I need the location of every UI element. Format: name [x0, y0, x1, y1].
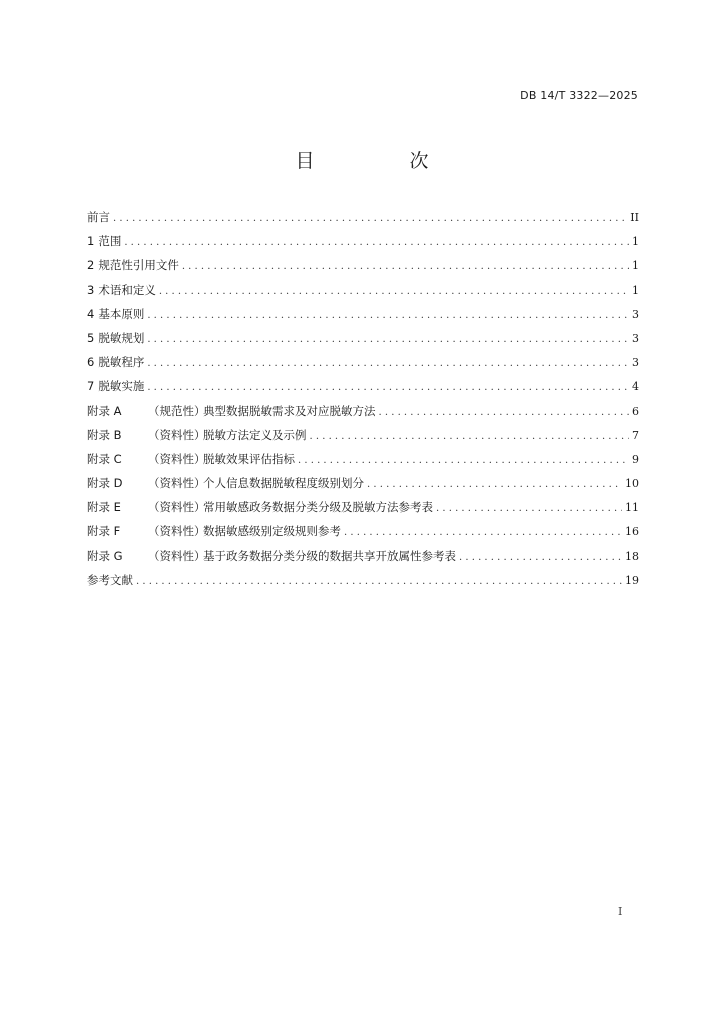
- toc-entry[interactable]: [87, 256, 639, 280]
- toc-entry[interactable]: [87, 281, 639, 305]
- toc-entry-number: 附录 C: [87, 451, 122, 466]
- toc-entry-page: 10: [625, 477, 639, 491]
- page-number: I: [618, 905, 623, 918]
- toc-entry-title: 脱敏方法定义及示例: [203, 427, 307, 442]
- toc-dot-leader: [182, 258, 629, 276]
- toc-entry-number: 1: [87, 234, 95, 249]
- toc-entry-annex-nature: （资料性）: [148, 427, 206, 442]
- toc-entry-number: 附录 D: [87, 476, 123, 491]
- toc-dot-leader: [147, 307, 629, 325]
- toc-entry-page: 18: [625, 549, 639, 563]
- toc-dot-leader: [147, 379, 629, 397]
- toc-entry-number: 附录 G: [87, 548, 123, 563]
- toc-entry-title: 脱敏程序: [98, 355, 145, 370]
- toc-entry[interactable]: [87, 474, 639, 498]
- toc-list: [87, 208, 639, 595]
- toc-title: 目 次: [295, 150, 467, 172]
- toc-entry[interactable]: [87, 353, 639, 377]
- toc-entry-title: 脱敏实施: [98, 379, 145, 394]
- toc-entry-page: 6: [632, 404, 639, 418]
- toc-entry[interactable]: [87, 450, 639, 474]
- toc-entry[interactable]: [87, 402, 639, 426]
- toc-dot-leader: [147, 331, 629, 349]
- toc-entry-number: 附录 A: [87, 403, 122, 418]
- toc-entry-page: 1: [632, 259, 639, 273]
- toc-entry-page: 1: [632, 235, 639, 249]
- toc-entry[interactable]: [87, 547, 639, 571]
- toc-entry-title: 参考文献: [87, 572, 133, 587]
- toc-entry[interactable]: [87, 305, 639, 329]
- toc-entry-annex-nature: （资料性）: [148, 476, 206, 491]
- toc-dot-leader: [379, 404, 630, 422]
- toc-entry-page: 3: [632, 307, 639, 321]
- toc-dot-leader: [310, 428, 630, 446]
- toc-entry-number: 附录 B: [87, 427, 122, 442]
- toc-entry-page: 9: [632, 452, 639, 466]
- toc-entry-page: 19: [625, 573, 639, 587]
- toc-entry-title: 规范性引用文件: [98, 258, 179, 273]
- toc-entry[interactable]: [87, 522, 639, 546]
- toc-entry-number: 3: [87, 282, 95, 297]
- toc-entry-title: 术语和定义: [98, 282, 156, 297]
- toc-entry-title: 脱敏效果评估指标: [203, 451, 295, 466]
- toc-entry-page: 7: [632, 428, 639, 442]
- toc-entry[interactable]: [87, 329, 639, 353]
- toc-entry-annex-nature: （资料性）: [148, 500, 206, 515]
- toc-entry-page: 4: [632, 380, 639, 394]
- toc-dot-leader: [147, 355, 629, 373]
- toc-entry-title: 范围: [98, 234, 122, 249]
- toc-entry-annex-nature: （资料性）: [148, 524, 206, 539]
- toc-entry-page: 11: [625, 501, 639, 515]
- document-code: DB 14/T 3322—2025: [520, 89, 638, 102]
- toc-entry-page: 16: [625, 525, 639, 539]
- toc-entry-number: 7: [87, 379, 95, 394]
- toc-entry-annex-nature: （资料性）: [148, 451, 206, 466]
- toc-entry-annex-nature: （规范性）: [148, 403, 206, 418]
- toc-entry[interactable]: [87, 232, 639, 256]
- toc-entry-number: 附录 F: [87, 524, 121, 539]
- toc-dot-leader: [344, 524, 622, 542]
- toc-entry-title: 常用敏感政务数据分类分级及脱敏方法参考表: [203, 500, 433, 515]
- toc-entry-annex-nature: （资料性）: [148, 548, 206, 563]
- toc-entry[interactable]: [87, 571, 639, 595]
- toc-entry-title: 典型数据脱敏需求及对应脱敏方法: [203, 403, 376, 418]
- toc-entry-number: 5: [87, 330, 95, 345]
- toc-entry-page: 1: [632, 283, 639, 297]
- toc-entry-number: 6: [87, 355, 95, 370]
- toc-entry-title: 脱敏规划: [98, 330, 145, 345]
- toc-entry-title: 基本原则: [98, 306, 145, 321]
- toc-dot-leader: [436, 500, 622, 518]
- toc-dot-leader: [113, 210, 627, 228]
- toc-dot-leader: [124, 234, 629, 252]
- toc-dot-leader: [459, 549, 622, 567]
- toc-entry[interactable]: [87, 208, 639, 232]
- toc-dot-leader: [159, 283, 629, 301]
- toc-entry[interactable]: [87, 377, 639, 401]
- toc-entry-title: 数据敏感级别定级规则参考: [203, 524, 341, 539]
- toc-entry[interactable]: [87, 426, 639, 450]
- toc-dot-leader: [136, 573, 622, 591]
- toc-entry-page: II: [630, 211, 639, 224]
- toc-entry-page: 3: [632, 331, 639, 345]
- toc-entry-number: 2: [87, 258, 95, 273]
- toc-dot-leader: [367, 476, 622, 494]
- toc-entry-title: 前言: [87, 210, 110, 224]
- toc-entry-number: 4: [87, 306, 95, 321]
- toc-entry-title: 个人信息数据脱敏程度级别划分: [203, 476, 364, 491]
- toc-entry-page: 3: [632, 356, 639, 370]
- toc-entry[interactable]: [87, 498, 639, 522]
- toc-entry-title: 基于政务数据分类分级的数据共享开放属性参考表: [203, 548, 456, 563]
- toc-dot-leader: [298, 452, 629, 470]
- toc-entry-number: 附录 E: [87, 500, 121, 515]
